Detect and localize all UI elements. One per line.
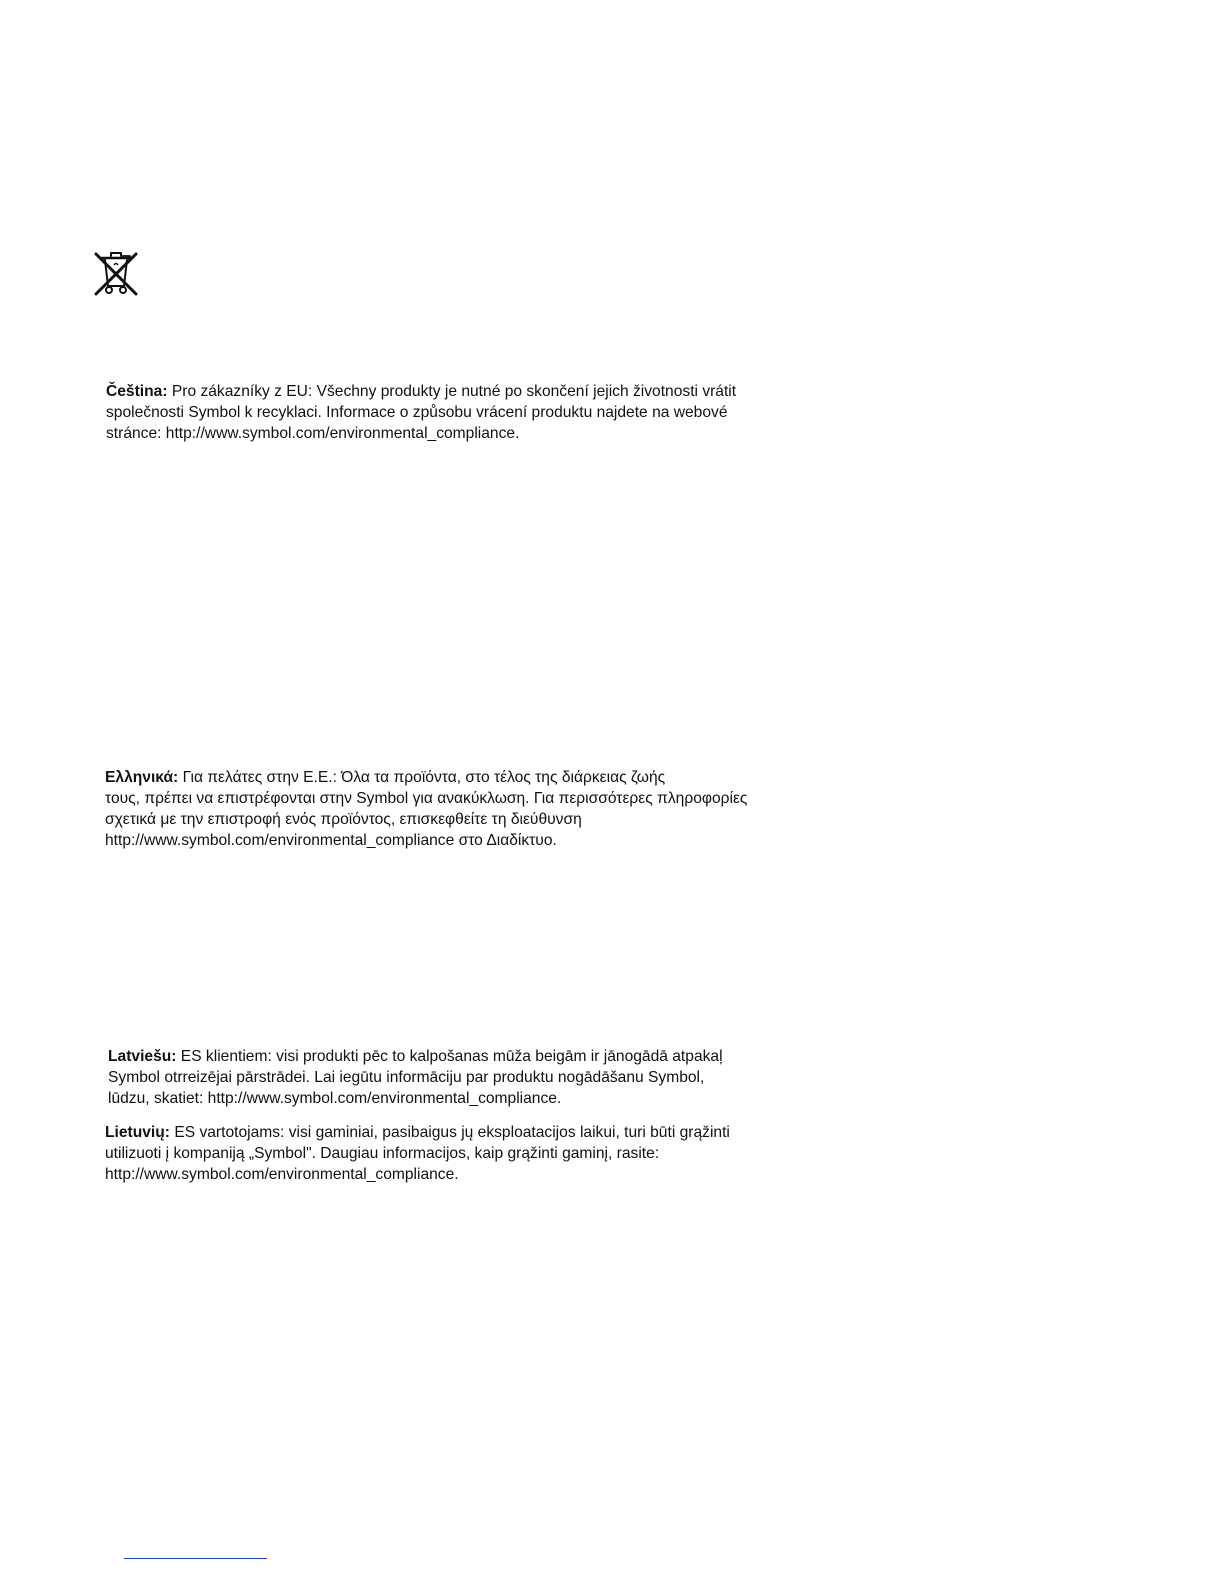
section-lietuviu [105, 1122, 730, 1185]
section-ellinika [105, 767, 747, 851]
section-line [108, 1046, 723, 1067]
text-line: společnosti Symbol k recyklaci. Informace o způsobu vrácení produktu najdete na webové [106, 404, 728, 421]
text-line: σχετικά με την επιστροφή ενός προϊόντος, επισκεφθείτε τη διεύθυνση [105, 811, 582, 828]
text-line: Pro zákazníky z EU: Všechny produkty je nutné po skončení jejich životnosti vrátit [167, 383, 737, 400]
footnote-separator [124, 1558, 267, 1559]
text-line: http://www.symbol.com/environmental_compliance. [105, 1166, 459, 1183]
text-line: stránce: http://www.symbol.com/environmental_compliance. [106, 425, 520, 442]
text-line: lūdzu, skatiet: http://www.symbol.com/environmental_compliance. [108, 1090, 562, 1107]
text-line: http://www.symbol.com/environmental_compliance στο Διαδίκτυο. [105, 832, 557, 849]
text-line: Symbol otrreizējai pārstrādei. Lai iegūtu informāciju par produktu nogādāšanu Symbol, [108, 1069, 705, 1086]
section-line [105, 767, 747, 788]
language-label: Lietuvių: [105, 1124, 170, 1141]
language-label: Ελληνικά: [105, 769, 179, 786]
text-line: ES vartotojams: visi gaminiai, pasibaigus jų eksploatacijos laikui, turi būti grąžinti [169, 1124, 730, 1141]
text-line: utilizuoti į kompaniją „Symbol". Daugiau informacijos, kaip grąžinti gaminį, rasite: [105, 1145, 660, 1162]
language-label: Čeština: [106, 383, 168, 400]
section-line [106, 381, 736, 402]
section-latviesu [108, 1046, 723, 1109]
crossed-out-wheelie-bin-icon [92, 250, 140, 298]
section-cestina [106, 381, 736, 444]
text-line: Για πελάτες στην Ε.Ε.: Όλα τα προϊόντα, στο τέλος της διάρκειας ζωής [178, 769, 666, 786]
text-line: τους, πρέπει να επιστρέφονται στην Symbol για ανακύκλωση. Για περισσότερες πληροφορίες [105, 790, 748, 807]
text-line: ES klientiem: visi produkti pēc to kalpošanas mūža beigām ir jānogādā atpakaļ [176, 1048, 723, 1065]
language-label: Latviešu: [108, 1048, 177, 1065]
section-line [105, 1122, 730, 1143]
